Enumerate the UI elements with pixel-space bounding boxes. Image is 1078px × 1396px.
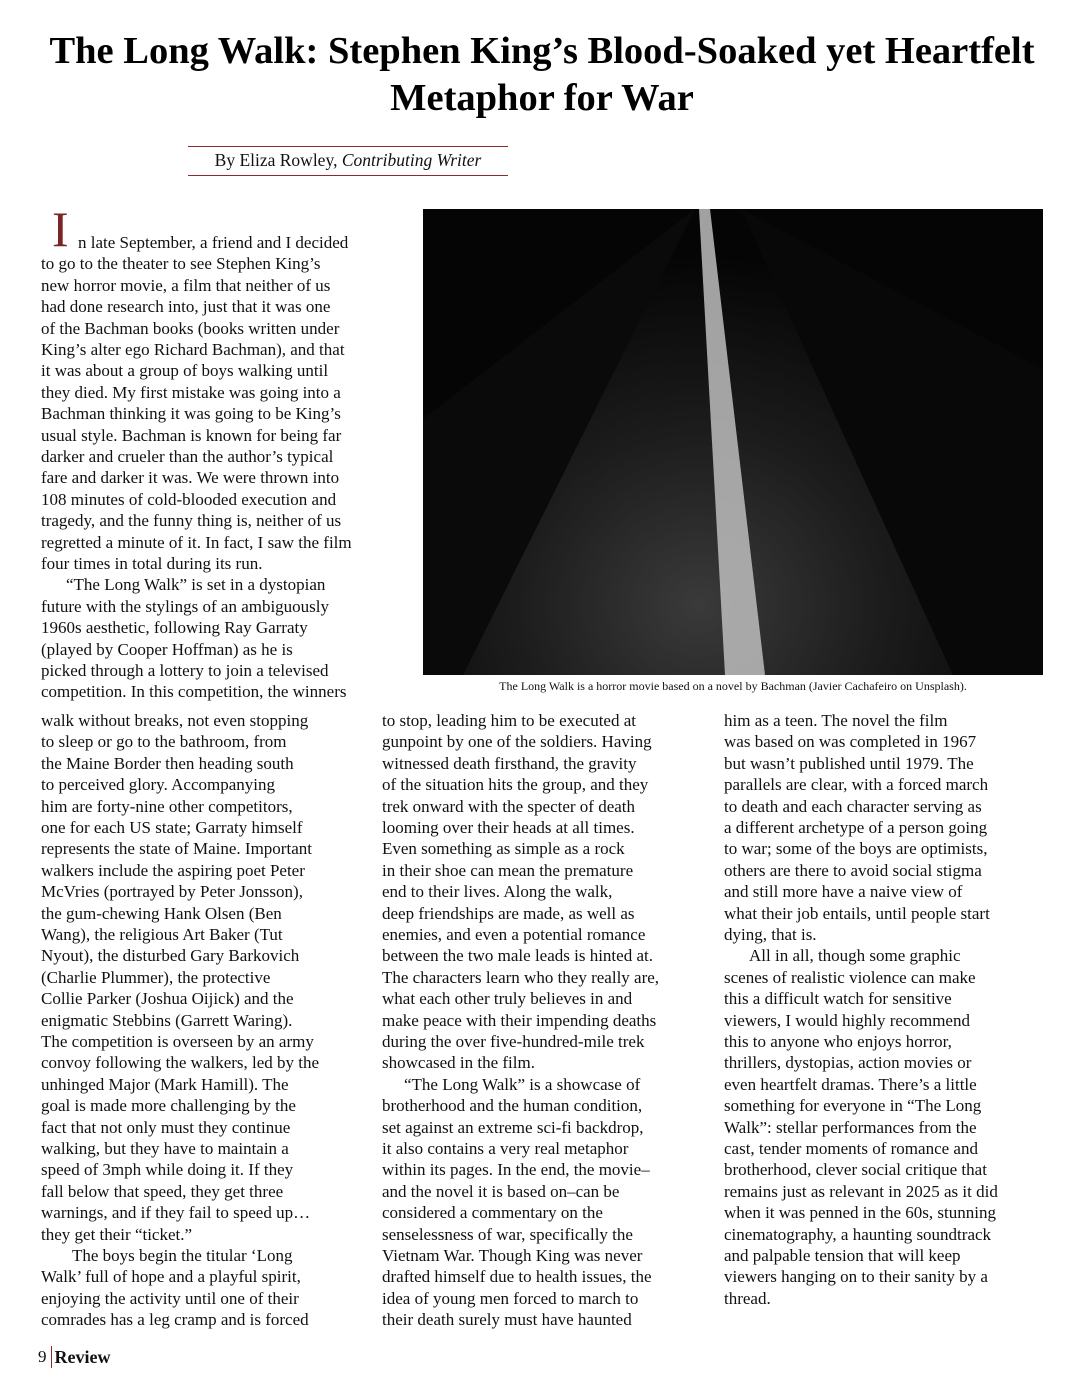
body-line: competition. In this competition, the winners bbox=[41, 682, 347, 702]
body-line: Nyout), the disturbed Gary Barkovich bbox=[41, 946, 300, 966]
body-line: brotherhood and the human condition, bbox=[382, 1096, 643, 1116]
body-line: showcased in the film. bbox=[382, 1053, 535, 1073]
body-line: and palpable tension that will keep bbox=[724, 1246, 961, 1265]
body-line: Vietnam War. Though King was never bbox=[382, 1246, 643, 1265]
body-line: to death and each character serving as bbox=[724, 796, 982, 816]
body-line: darker and crueler than the author’s typical bbox=[41, 447, 334, 466]
body-line: this a difficult watch for sensitive bbox=[724, 989, 952, 1009]
body-line: within its pages. In the end, the movie– bbox=[382, 1160, 650, 1180]
body-line: usual style. Bachman is known for being far bbox=[41, 425, 342, 445]
body-line: walking, but they have to maintain a bbox=[41, 1139, 289, 1158]
body-line: four times in total during its run. bbox=[41, 554, 263, 573]
body-line: looming over their heads at all times. bbox=[382, 818, 635, 837]
body-line: comrades has a leg cramp and is forced bbox=[41, 1310, 309, 1330]
body-line: future with the stylings of an ambiguously bbox=[41, 596, 330, 616]
body-line: considered a commentary on the bbox=[382, 1203, 603, 1223]
body-line: represents the state of Maine. Important bbox=[41, 839, 312, 859]
body-line: during the over five-hundred-mile trek bbox=[382, 1032, 645, 1051]
body-line: speed of 3mph while doing it. If they bbox=[41, 1160, 294, 1180]
body-line: one for each US state; Garraty himself bbox=[41, 818, 303, 837]
body-line: picked through a lottery to join a televised bbox=[41, 661, 329, 680]
body-line: “The Long Walk” is a showcase of bbox=[404, 1074, 641, 1094]
body-line: (Charlie Plummer), the protective bbox=[41, 967, 271, 987]
body-line: between the two male leads is hinted at. bbox=[382, 946, 653, 966]
body-line: even heartfelt dramas. There’s a little bbox=[724, 1074, 977, 1094]
body-line: new horror movie, a film that neither of us bbox=[41, 275, 331, 295]
body-line: end to their lives. Along the walk, bbox=[382, 882, 613, 902]
body-line: thread. bbox=[724, 1288, 771, 1308]
body-line: All in all, though some graphic bbox=[749, 946, 961, 966]
body-line: viewers, I would highly recommend bbox=[724, 1010, 970, 1030]
body-line: cinematography, a haunting soundtrack bbox=[724, 1224, 992, 1244]
body-line: to war; some of the boys are optimists, bbox=[724, 839, 988, 859]
body-line: King’s alter ego Richard Bachman), and that bbox=[41, 340, 345, 359]
body-line: the gum-chewing Hank Olsen (Ben bbox=[41, 903, 282, 923]
body-line: senselessness of war, specifically the bbox=[382, 1224, 633, 1244]
body-line: what their job entails, until people start bbox=[724, 903, 990, 923]
body-line: “The Long Walk” is set in a dystopian bbox=[66, 575, 326, 595]
body-line: enigmatic Stebbins (Garrett Waring). bbox=[41, 1010, 293, 1030]
body-line: this to anyone who enjoys horror, bbox=[724, 1032, 952, 1051]
body-line: deep friendships are made, as well as bbox=[382, 903, 635, 923]
body-line: in their shoe can mean the premature bbox=[382, 860, 634, 880]
body-line: The competition is overseen by an army bbox=[41, 1032, 314, 1051]
body-line: and still more have a naive view of bbox=[724, 882, 963, 902]
body-line: to stop, leading him to be executed at bbox=[382, 711, 636, 730]
body-line: The boys begin the titular ‘Long bbox=[72, 1246, 293, 1265]
body-line: dying, that is. bbox=[724, 925, 817, 944]
body-line: had done research into, just that it was one bbox=[41, 297, 331, 317]
body-line: to perceived glory. Accompanying bbox=[41, 775, 275, 795]
body-line: parallels are clear, with a forced march bbox=[724, 775, 989, 795]
body-line: what each other truly believes in and bbox=[382, 989, 633, 1009]
body-line: fall below that speed, they get three bbox=[41, 1181, 284, 1201]
body-line: thrillers, dystopias, action movies or bbox=[724, 1053, 972, 1073]
body-line: a different archetype of a person going bbox=[724, 818, 988, 837]
body-line: warnings, and if they fail to speed up… bbox=[41, 1203, 311, 1223]
body-line: Bachman thinking it was going to be King’s bbox=[41, 404, 341, 424]
body-line: Walk”: stellar performances from the bbox=[724, 1117, 977, 1137]
article-photo bbox=[423, 209, 1043, 675]
body-line: him are forty-nine other competitors, bbox=[41, 796, 293, 816]
byline-role: Contributing Writer bbox=[341, 150, 482, 170]
road-image bbox=[423, 209, 1043, 675]
body-line: Walk’ full of hope and a playful spirit, bbox=[41, 1267, 301, 1287]
body-line: drafted himself due to health issues, the bbox=[382, 1267, 652, 1287]
body-line: (played by Cooper Hoffman) as he is bbox=[41, 639, 293, 659]
image-caption: The Long Walk is a horror movie based on a novel by Bachman (Javier Cachafeiro on Unsplash). bbox=[499, 679, 967, 693]
body-line: idea of young men forced to march to bbox=[382, 1288, 639, 1308]
body-line: walk without breaks, not even stopping bbox=[41, 711, 309, 730]
body-line: it also contains a very real metaphor bbox=[382, 1139, 629, 1158]
body-line: was based on was completed in 1967 bbox=[724, 732, 977, 752]
body-line: make peace with their impending deaths bbox=[382, 1010, 657, 1030]
body-line: they get their “ticket.” bbox=[41, 1224, 193, 1244]
body-line: brotherhood, clever social critique that bbox=[724, 1160, 987, 1180]
body-line: gunpoint by one of the soldiers. Having bbox=[382, 732, 652, 752]
body-line: fact that not only must they continue bbox=[41, 1117, 291, 1137]
body-line: their death surely must have haunted bbox=[382, 1310, 632, 1330]
page-number: 9 bbox=[38, 1347, 47, 1366]
body-line: viewers hanging on to their sanity by a bbox=[724, 1267, 988, 1287]
body-line: to sleep or go to the bathroom, from bbox=[41, 732, 287, 752]
byline bbox=[188, 146, 508, 176]
body-line: and the novel it is based on–can be bbox=[382, 1181, 620, 1201]
body-line: scenes of realistic violence can make bbox=[724, 967, 976, 987]
body-line: others are there to avoid social stigma bbox=[724, 860, 982, 880]
body-line: 1960s aesthetic, following Ray Garraty bbox=[41, 618, 308, 638]
body-line: 108 minutes of cold-blooded execution and bbox=[41, 489, 337, 509]
body-line: set against an extreme sci-fi backdrop, bbox=[382, 1117, 644, 1137]
body-line: walkers include the aspiring poet Peter bbox=[41, 860, 305, 880]
drop-cap: I bbox=[52, 201, 69, 257]
body-line: Collie Parker (Joshua Oijick) and the bbox=[41, 989, 294, 1009]
body-line: McVries (portrayed by Peter Jonsson), bbox=[41, 882, 303, 902]
body-line: The characters learn who they really are, bbox=[382, 967, 660, 987]
body-line: when it was penned in the 60s, stunning bbox=[724, 1203, 996, 1223]
body-line: fare and darker it was. We were thrown into bbox=[41, 468, 340, 488]
section-name: Review bbox=[54, 1347, 111, 1367]
body-line: regretted a minute of it. In fact, I saw the film bbox=[41, 532, 352, 552]
article-title: The Long Walk: Stephen King’s Blood-Soaked yet Heartfelt Metaphor for War bbox=[49, 30, 1035, 119]
body-line: to go to the theater to see Stephen King’s bbox=[41, 254, 321, 274]
body-line: the Maine Border then heading south bbox=[41, 753, 294, 773]
body-line: unhinged Major (Mark Hamill). The bbox=[41, 1074, 289, 1094]
body-line: goal is made more challenging by the bbox=[41, 1096, 296, 1116]
body-line: tragedy, and the funny thing is, neither of us bbox=[41, 511, 342, 531]
body-line: but wasn’t published until 1979. The bbox=[724, 753, 974, 773]
body-line: enjoying the activity until one of their bbox=[41, 1288, 299, 1308]
footer-divider bbox=[51, 1346, 52, 1368]
byline-author: By Eliza Rowley, bbox=[214, 150, 342, 170]
body-line: they died. My first mistake was going into a bbox=[41, 382, 341, 402]
body-line: him as a teen. The novel the film bbox=[724, 711, 948, 730]
body-line: convoy following the walkers, led by the bbox=[41, 1053, 320, 1073]
body-line: it was about a group of boys walking until bbox=[41, 361, 329, 381]
body-line: enemies, and even a potential romance bbox=[382, 925, 646, 944]
body-line: cast, tender moments of romance and bbox=[724, 1139, 978, 1158]
body-line: of the Bachman books (books written under bbox=[41, 318, 340, 338]
body-line: remains just as relevant in 2025 as it did bbox=[724, 1181, 998, 1201]
page-footer bbox=[38, 1346, 110, 1368]
body-line: Wang), the religious Art Baker (Tut bbox=[41, 925, 283, 944]
body-line: n late September, a friend and I decided bbox=[78, 233, 349, 252]
body-line: trek onward with the specter of death bbox=[382, 796, 636, 816]
body-line: of the situation hits the group, and they bbox=[382, 775, 649, 795]
body-line: Even something as simple as a rock bbox=[382, 839, 625, 859]
body-line: something for everyone in “The Long bbox=[724, 1096, 982, 1116]
body-line: witnessed death firsthand, the gravity bbox=[382, 753, 637, 773]
